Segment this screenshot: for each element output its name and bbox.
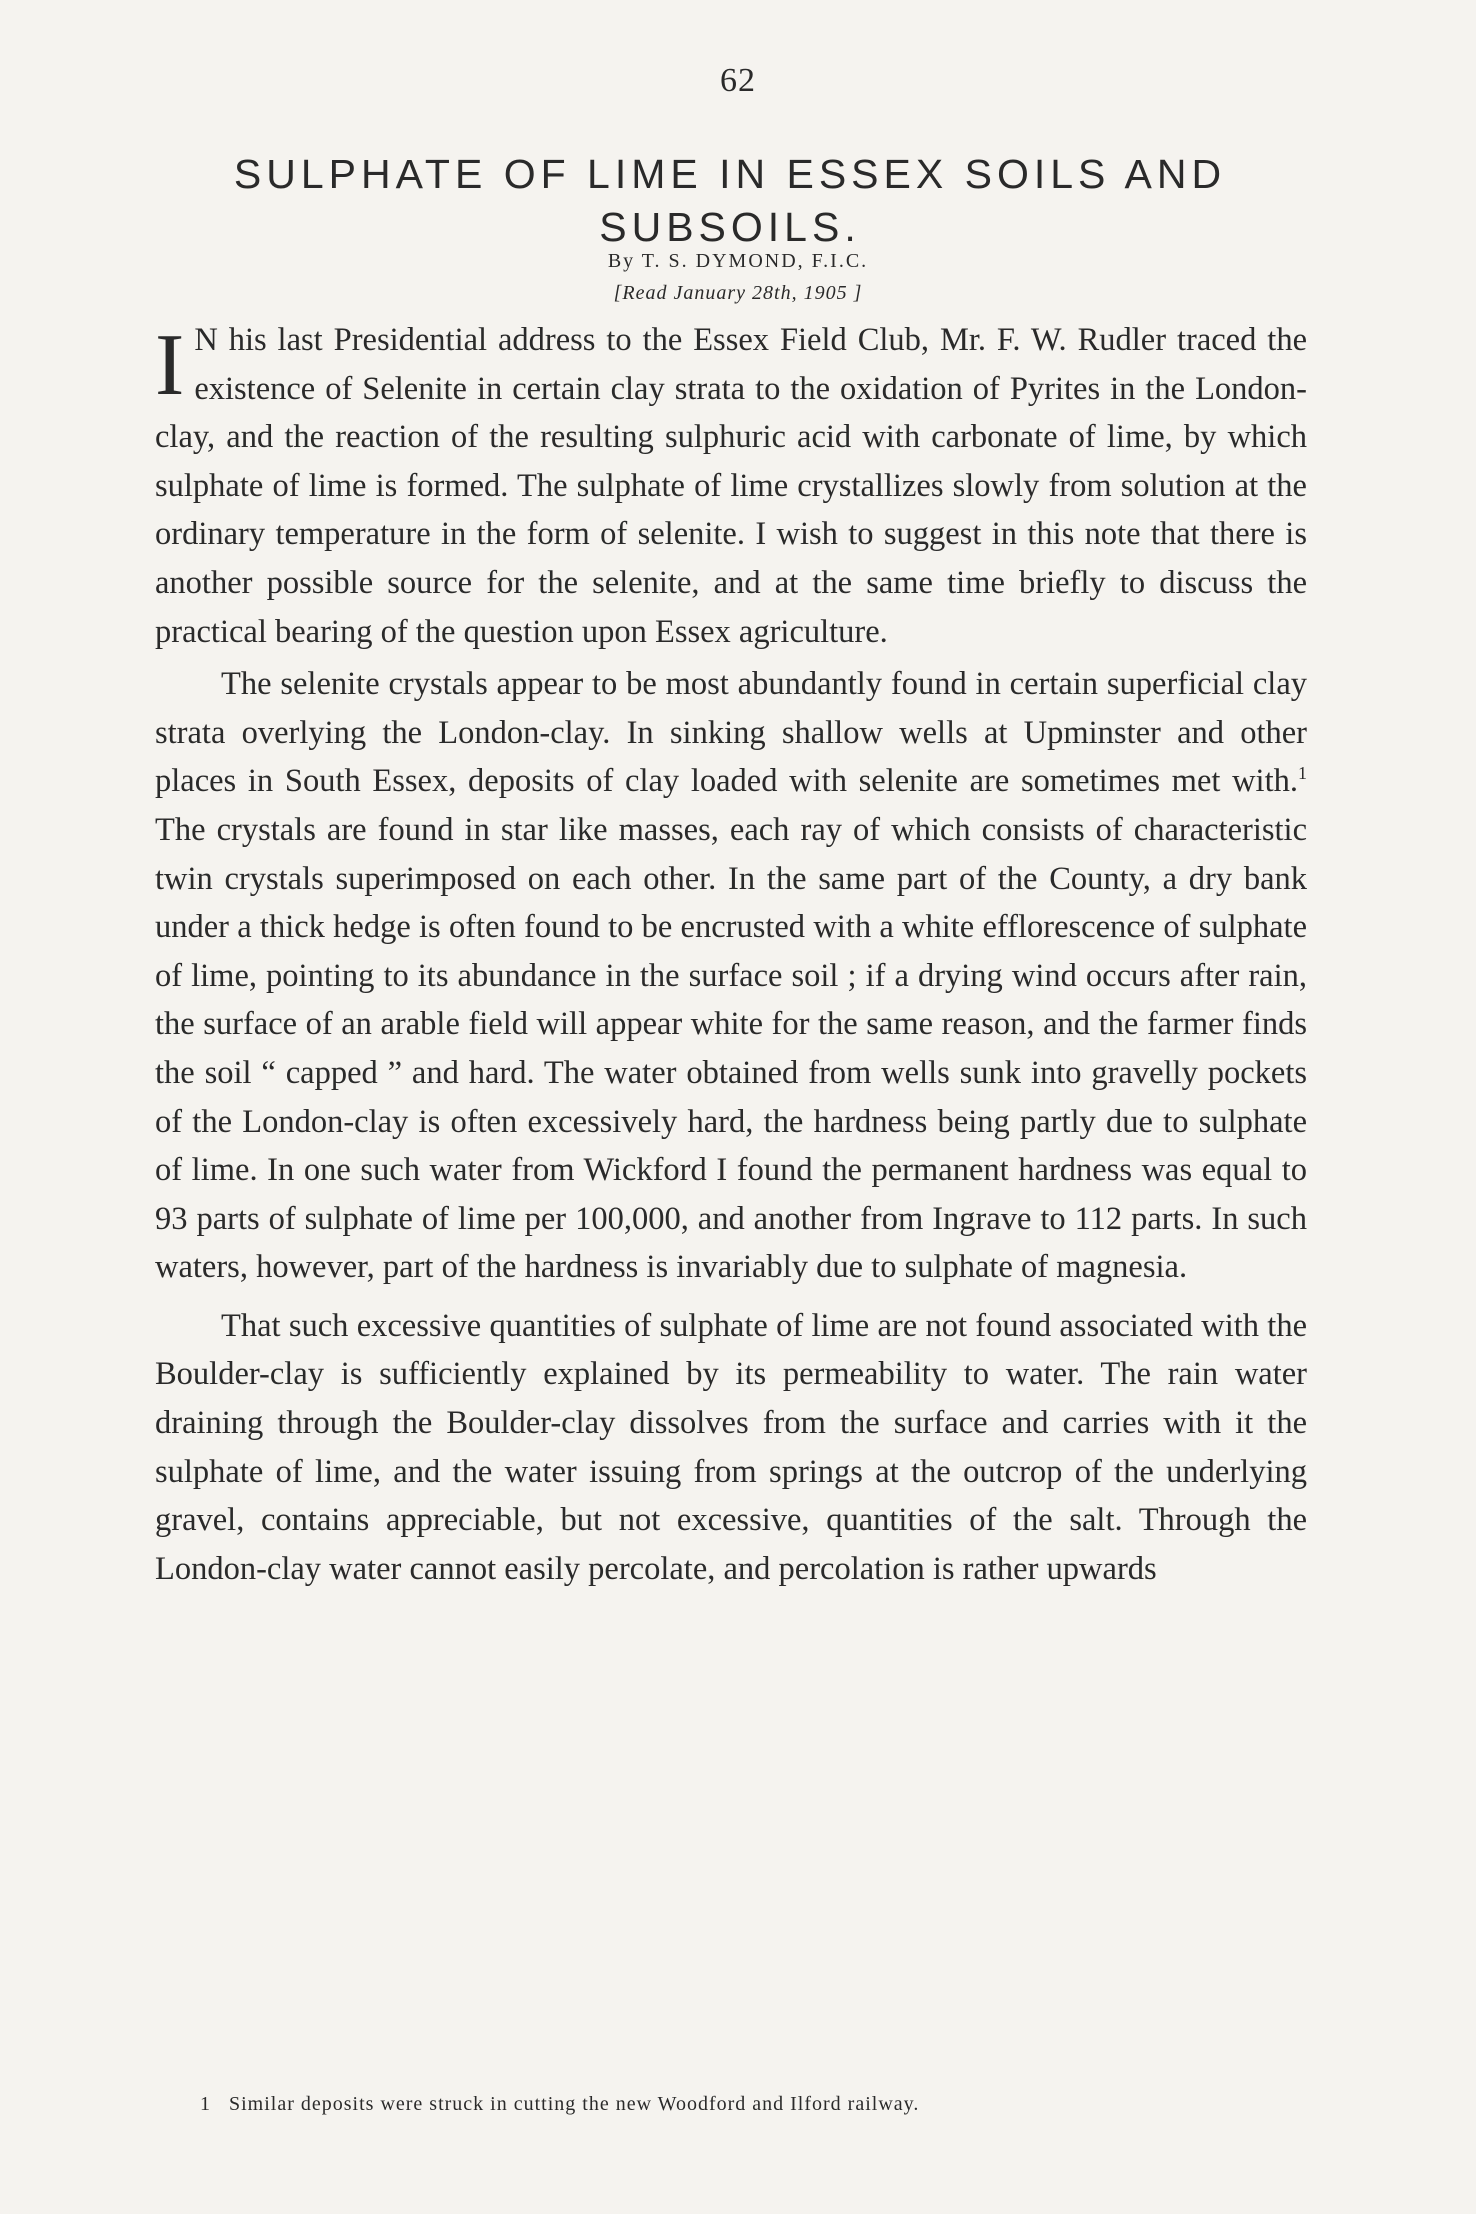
paragraph-3-text: That such excessive quantities of sulphate of lime are not found associated with the Boulder-clay is sufficiently explained by its permeability to water. The rain water draining through the Boulder-clay dissolves from the surface and carries with it the sulphate of lime, and the water issuing from springs at the outcrop of the underlying gravel, contains appreciable, but not excessive, quantities of the salt. Through the London-clay water cannot easily percolate, and percolation is rather upwards xyxy=(155,1307,1307,1587)
read-date-note: [Read January 28th, 1905 ] xyxy=(613,282,863,304)
article-body xyxy=(155,316,1307,1593)
footnote-text: Similar deposits were struck in cutting the new Woodford and Ilford railway. xyxy=(229,2093,920,2115)
paragraph-1-text: N his last Presidential address to the Essex Field Club, Mr. F. W. Rudler traced the existence of Selenite in certain clay strata to the oxidation of Pyrites in the London-clay, and the reaction of the resulting sulphuric acid with carbonate of lime, by which sulphate of lime is formed. The sulphate of lime crystallizes slowly from solution at the ordinary temperature in the form of selenite. I wish to suggest in this note that there is another possible source for the selenite, and at the same time briefly to discuss the practical bearing of the question upon Essex agriculture. xyxy=(155,322,1307,650)
paragraph-2 xyxy=(155,660,1307,1292)
paragraph-1 xyxy=(155,316,1307,656)
paragraph-2-text-a: The selenite crystals appear to be most abundantly found in certain superficial clay strata overlying the London-clay. In sinking shallow wells at Upminster and other places in South Essex, deposits of clay loaded with selenite are sometimes met with. xyxy=(155,666,1307,800)
article-title: SULPHATE OF LIME IN ESSEX SOILS AND SUBSOILS. xyxy=(233,151,1227,250)
footnote xyxy=(200,2093,1300,2116)
paragraph-3 xyxy=(155,1302,1307,1594)
page-number: 62 xyxy=(720,62,756,99)
drop-cap: I xyxy=(155,317,185,414)
footnote-marker: 1 xyxy=(200,2093,211,2115)
footnote-reference: 1 xyxy=(1298,763,1307,784)
paragraph-2-text-b: The crystals are found in star like masses, each ray of which consists of characteristic twin crystals superimposed on each other. In the same part of the County, a dry bank under a thick hedge is often found to be encrusted with a white efflorescence of sulphate of lime, pointing to its abundance in the surface soil ; if a drying wind occurs after rain, the surface of an arable field will appear white for the same reason, and the farmer finds the soil “ capped ” and hard. The water obtained from wells sunk into gravelly pockets of the London-clay is often excessively hard, the hardness being partly due to sulphate of lime. In one such water from Wickford I found the permanent hardness was equal to 93 parts of sulphate of lime per 100,000, and another from Ingrave to 112 parts. In such waters, however, part of the hardness is invariably due to sulphate of magnesia. xyxy=(155,811,1307,1286)
author-byline: By T. S. DYMOND, F.I.C. xyxy=(607,250,869,272)
